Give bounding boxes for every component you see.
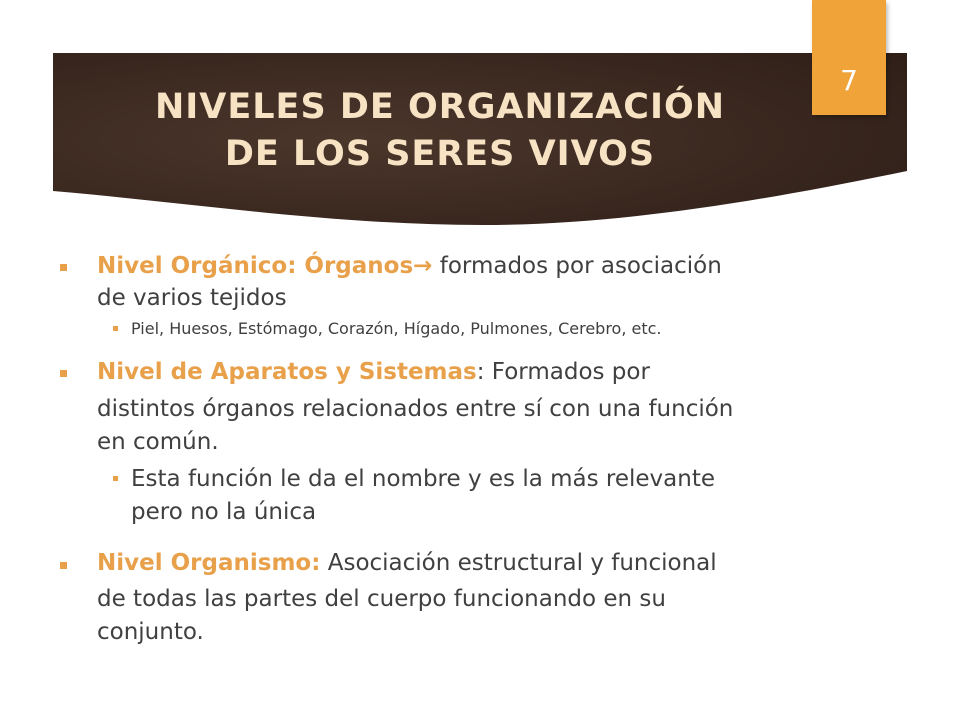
item-2-heading: Nivel de Aparatos y Sistemas bbox=[97, 359, 477, 385]
slide-number-tab bbox=[812, 0, 886, 115]
slide-number: 7 bbox=[840, 64, 858, 97]
item-2-line-1 bbox=[97, 357, 650, 387]
bullet-icon bbox=[60, 562, 67, 569]
title-line-1: NIVELES DE ORGANIZACIÓN bbox=[154, 87, 726, 127]
item-2-line-2: distintos órganos relacionados entre sí con una función bbox=[97, 396, 734, 422]
item-1-text-1: formados por asociación bbox=[432, 253, 722, 279]
right-arrow-icon: → bbox=[413, 253, 433, 279]
title-line-2: DE LOS SERES VIVOS bbox=[224, 134, 656, 174]
item-1-line-2: de varios tejidos bbox=[97, 285, 287, 311]
item-2-sub-line-1: Esta función le da el nombre y es la más relevante bbox=[131, 466, 716, 492]
sub-bullet-icon bbox=[113, 476, 118, 481]
item-2-text-1: : Formados por bbox=[476, 359, 650, 385]
item-3-heading: Nivel Organismo: bbox=[97, 550, 321, 576]
item-1-sub: Piel, Huesos, Estómago, Corazón, Hígado, Pulmones, Cerebro, etc. bbox=[131, 319, 662, 338]
sub-bullet-icon bbox=[113, 326, 118, 331]
item-2-sub-line-2: pero no la única bbox=[131, 499, 317, 525]
item-1-heading: Nivel Orgánico: Órganos bbox=[97, 253, 414, 279]
item-3-line-1 bbox=[97, 548, 717, 578]
item-3-line-3: conjunto. bbox=[97, 619, 204, 645]
item-3-text-1: Asociación estructural y funcional bbox=[320, 550, 717, 576]
slide-title bbox=[53, 84, 827, 178]
item-1-line-1 bbox=[97, 251, 722, 281]
item-2-line-3: en común. bbox=[97, 429, 219, 455]
bullet-icon bbox=[60, 370, 67, 377]
item-3-line-2: de todas las partes del cuerpo funcionando en su bbox=[97, 586, 666, 612]
bullet-icon bbox=[60, 264, 67, 271]
